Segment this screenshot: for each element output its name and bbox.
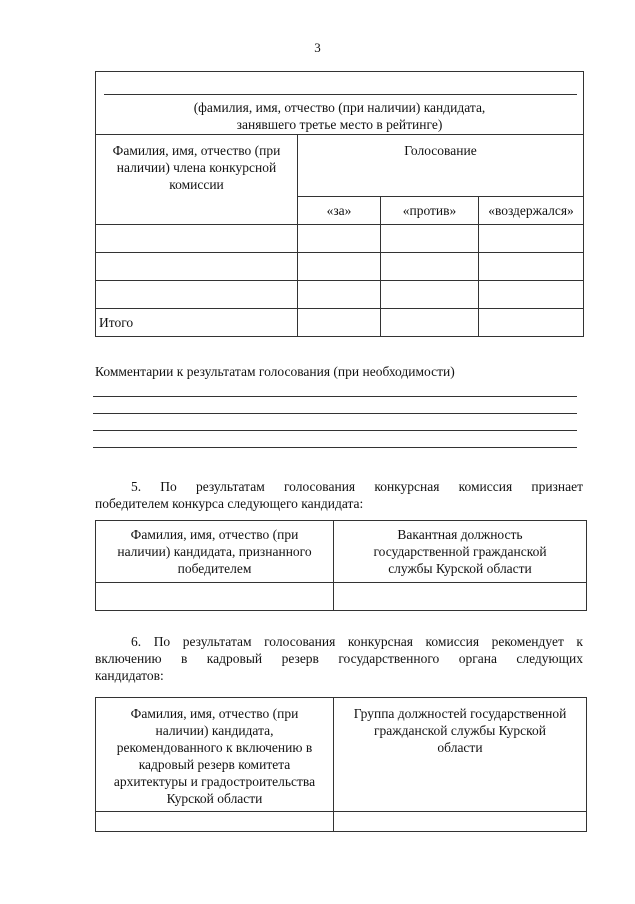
vote-against-cell[interactable] [381, 281, 479, 309]
section-5-paragraph: 5. По результатам голосования конкурсная комиссия признает победителем конкурса следующего кандидата: [95, 479, 583, 511]
vote-abstain-cell[interactable] [479, 225, 584, 253]
vote-abstain-header: «воздержался» [479, 197, 584, 225]
vote-abstain-cell[interactable] [479, 253, 584, 281]
member-name-header: Фамилия, имя, отчество (при наличии) члена конкурсной комиссии [96, 135, 298, 225]
comment-line[interactable] [93, 447, 577, 448]
voting-table [95, 71, 584, 337]
table-row [96, 583, 587, 611]
position-group-cell[interactable] [334, 812, 587, 832]
section-6-paragraph: 6. По результатам голосования конкурсная комиссия рекомендует к включению в кадровый резерв государственного органа следующих кандидатов: [95, 634, 583, 683]
reserve-candidate-cell[interactable] [96, 812, 334, 832]
comments-title: Комментарии к результатам голосования (при необходимости) [95, 364, 455, 379]
total-row [96, 309, 584, 337]
vote-for-cell[interactable] [298, 253, 381, 281]
reserve-candidate-header: Фамилия, имя, отчество (при наличии) кандидата, рекомендованного к включению в кадровый резерв комитета архитектуры и градостроительства Курской области [96, 698, 334, 812]
candidate-caption-cell [96, 72, 584, 135]
vote-against-header: «против» [381, 197, 479, 225]
comment-line[interactable] [93, 396, 577, 397]
table-row [96, 812, 587, 832]
table-row [96, 225, 584, 253]
vacant-position-cell[interactable] [334, 583, 587, 611]
reserve-table [95, 697, 587, 832]
comment-line[interactable] [93, 430, 577, 431]
vote-for-cell[interactable] [298, 281, 381, 309]
table-row [96, 281, 584, 309]
winner-name-cell[interactable] [96, 583, 334, 611]
comment-line[interactable] [93, 413, 577, 414]
position-group-header: Группа должностей государственной гражданской службы Курской области [334, 698, 587, 812]
total-abstain-cell[interactable] [479, 309, 584, 337]
candidate-caption: (фамилия, имя, отчество (при наличии) кандидата, занявшего третье место в рейтинге) [193, 100, 486, 132]
voting-header: Голосование [298, 135, 584, 197]
vote-against-cell[interactable] [381, 225, 479, 253]
total-label: Итого [96, 309, 298, 337]
candidate-name-line [104, 94, 577, 95]
table-row [96, 253, 584, 281]
vacant-position-header: Вакантная должность государственной гражданской службы Курской области [334, 521, 587, 583]
vote-for-header: «за» [298, 197, 381, 225]
member-cell[interactable] [96, 253, 298, 281]
winner-table [95, 520, 587, 611]
vote-for-cell[interactable] [298, 225, 381, 253]
member-cell[interactable] [96, 281, 298, 309]
member-cell[interactable] [96, 225, 298, 253]
total-for-cell[interactable] [298, 309, 381, 337]
vote-abstain-cell[interactable] [479, 281, 584, 309]
vote-against-cell[interactable] [381, 253, 479, 281]
winner-name-header: Фамилия, имя, отчество (при наличии) кандидата, признанного победителем [96, 521, 334, 583]
total-against-cell[interactable] [381, 309, 479, 337]
page-number: 3 [314, 40, 321, 55]
